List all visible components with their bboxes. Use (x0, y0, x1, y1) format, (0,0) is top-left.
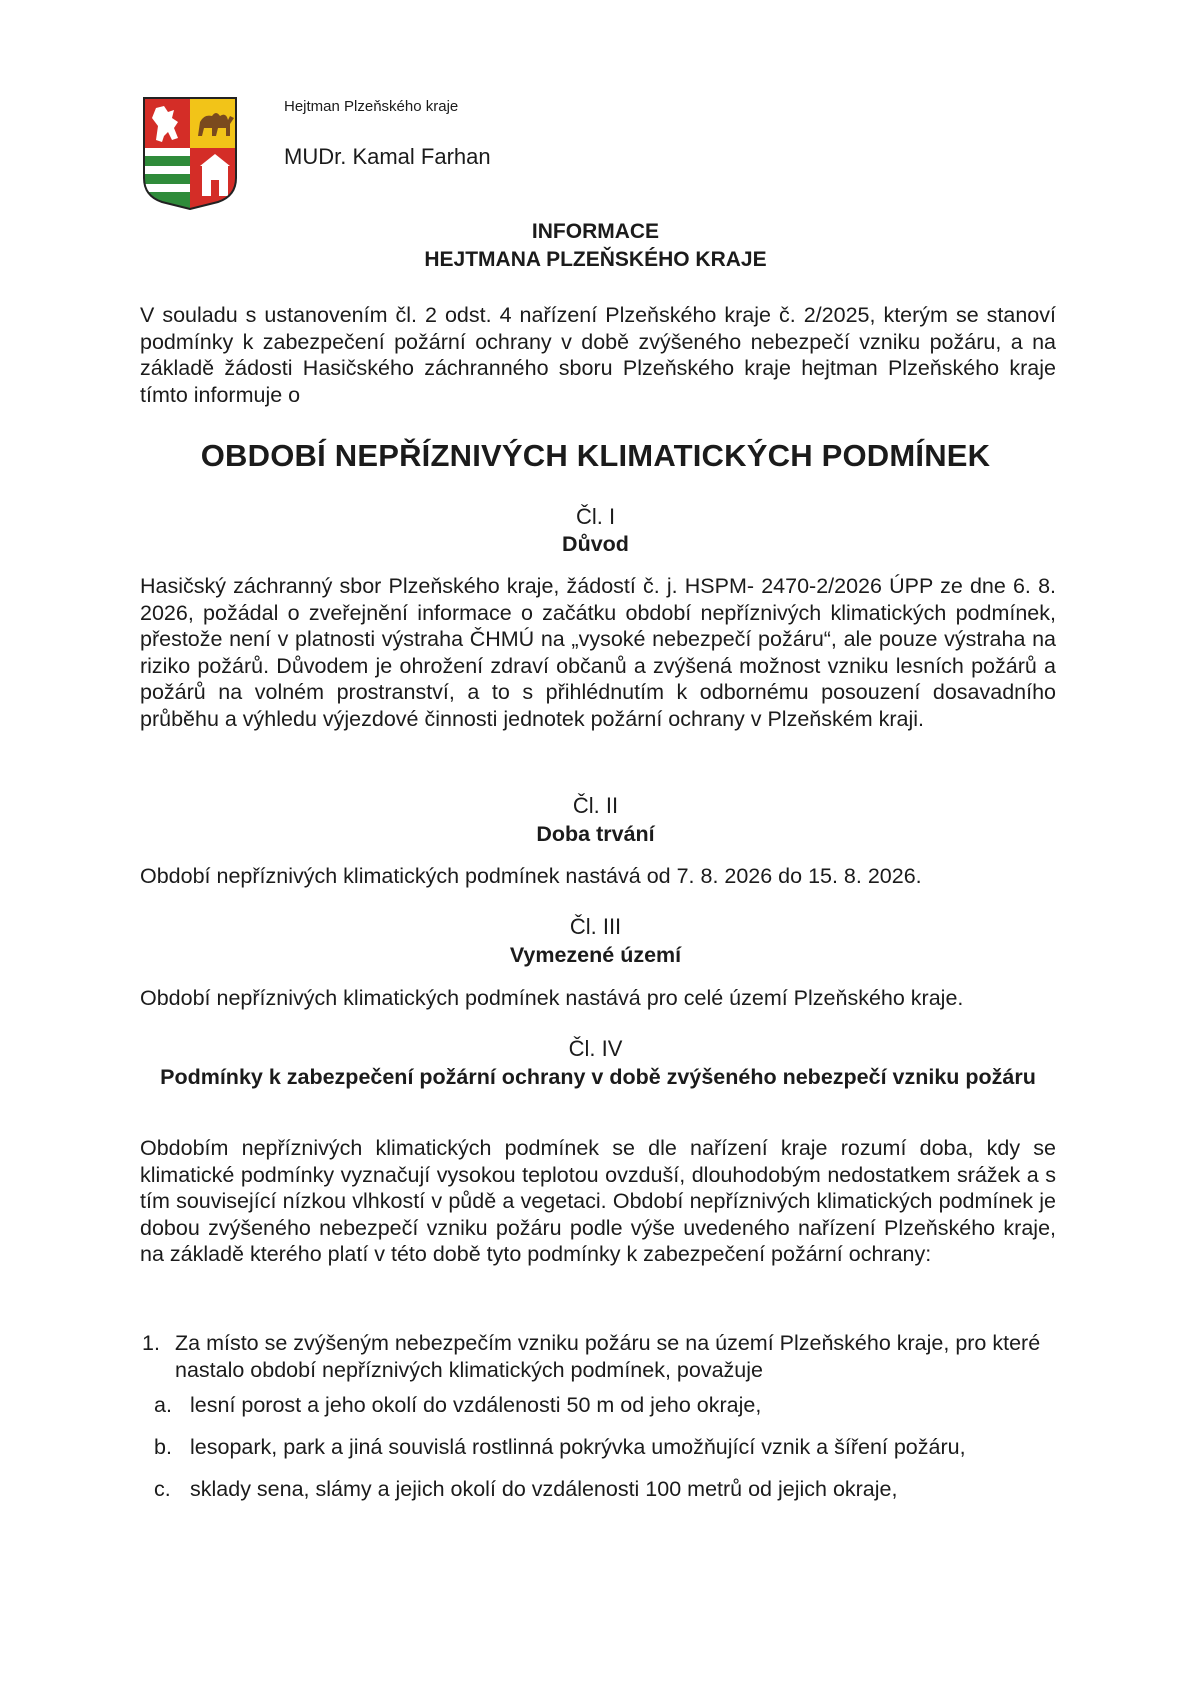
office-title: Hejtman Plzeňského kraje (284, 98, 459, 115)
list-subitem-c-text: sklady sena, slámy a jejich okolí do vzdálenosti 100 metrů od jejich okraje, (190, 1477, 898, 1501)
main-heading: OBDOBÍ NEPŘÍZNIVÝCH KLIMATICKÝCH PODMÍNEK (200, 438, 991, 473)
list-item-1-number: 1. (142, 1331, 160, 1355)
article-3-text: Období nepříznivých klimatických podmínek nastává pro celé území Plzeňského kraje. (140, 986, 964, 1010)
article-3-heading: Vymezené území (509, 943, 682, 967)
intro-paragraph: V souladu s ustanovením čl. 2 odst. 4 nařízení Plzeňského kraje č. 2/2025, kterým se stanoví podmínky k zabezpečení požární ochrany v době zvýšeného nebezpečí vzniku požáru, a na základě žádosti Hasičského záchranného sboru Plzeňského kraje hejtman Plzeňského kraje tímto informuje o (140, 303, 1056, 407)
author-name: MUDr. Kamal Farhan (284, 144, 491, 169)
list-subitem-a-text: lesní porost a jeho okolí do vzdálenosti 50 m od jeho okraje, (190, 1393, 762, 1417)
article-3-number: Čl. III (569, 914, 622, 939)
list-item-1-text: Za místo se zvýšeným nebezpečím vzniku požáru se na území Plzeňského kraje, pro které nastalo období nepříznivých klimatických podmínek, považuje (175, 1331, 1041, 1382)
article-4-text: Obdobím nepříznivých klimatických podmínek se dle nařízení kraje rozumí doba, kdy se klimatické podmínky vyznačují vysokou teplotou ovzduší, dlouhodobým nedostatkem srážek a s tím související nízkou vlhkostí v půdě a vegetaci. Období nepříznivých klimatických podmínek je dobou zvýšeného nebezpečí vzniku požáru podle výše uvedeného nařízení Plzeňského kraje, na základě kterého platí v této době tyto podmínky k zabezpečení požární ochrany: (140, 1136, 1056, 1267)
list-subitem-c-letter: c. (154, 1477, 171, 1501)
article-4-number: Čl. IV (568, 1036, 623, 1061)
document-title-line-2: HEJTMANA PLZEŇSKÉHO KRAJE (424, 248, 767, 271)
article-1-heading: Důvod (562, 532, 629, 556)
plzen-region-coat-of-arms-icon (142, 96, 238, 210)
document-title-line-1: INFORMACE (531, 220, 660, 243)
list-subitem-b-letter: b. (154, 1435, 172, 1459)
article-2-text: Období nepříznivých klimatických podmínek nastává od 7. 8. 2026 do 15. 8. 2026. (140, 864, 922, 888)
article-4-heading: Podmínky k zabezpečení požární ochrany v době zvýšeného nebezpečí vzniku požáru (160, 1065, 1036, 1089)
article-1-text: Hasičský záchranný sbor Plzeňského kraje, žádostí č. j. HSPM- 2470-2/2026 ÚPP ze dne 6. 8. 2026, požádal o zveřejnění informace o začátku období nepříznivých klimatických podmínek, přestože není v platnosti výstraha ČHMÚ na „vysoké nebezpečí požáru“, ale pouze výstraha na riziko požárů. Důvodem je ohrožení zdraví občanů a zvýšená možnost vzniku lesních požárů a požárů na volném prostranství, a to s přihlédnutím k odbornému posouzení dosavadního průběhu a výhledu výjezdové činnosti jednotek požární ochrany v Plzeňském kraji. (140, 574, 1056, 731)
article-2-number: Čl. II (572, 793, 619, 818)
list-subitem-a-letter: a. (154, 1393, 172, 1417)
article-1-number: Čl. I (575, 504, 616, 529)
article-2-heading: Doba trvání (536, 822, 655, 846)
list-subitem-b-text: lesopark, park a jiná souvislá rostlinná pokrývka umožňující vznik a šíření požáru, (190, 1435, 966, 1459)
